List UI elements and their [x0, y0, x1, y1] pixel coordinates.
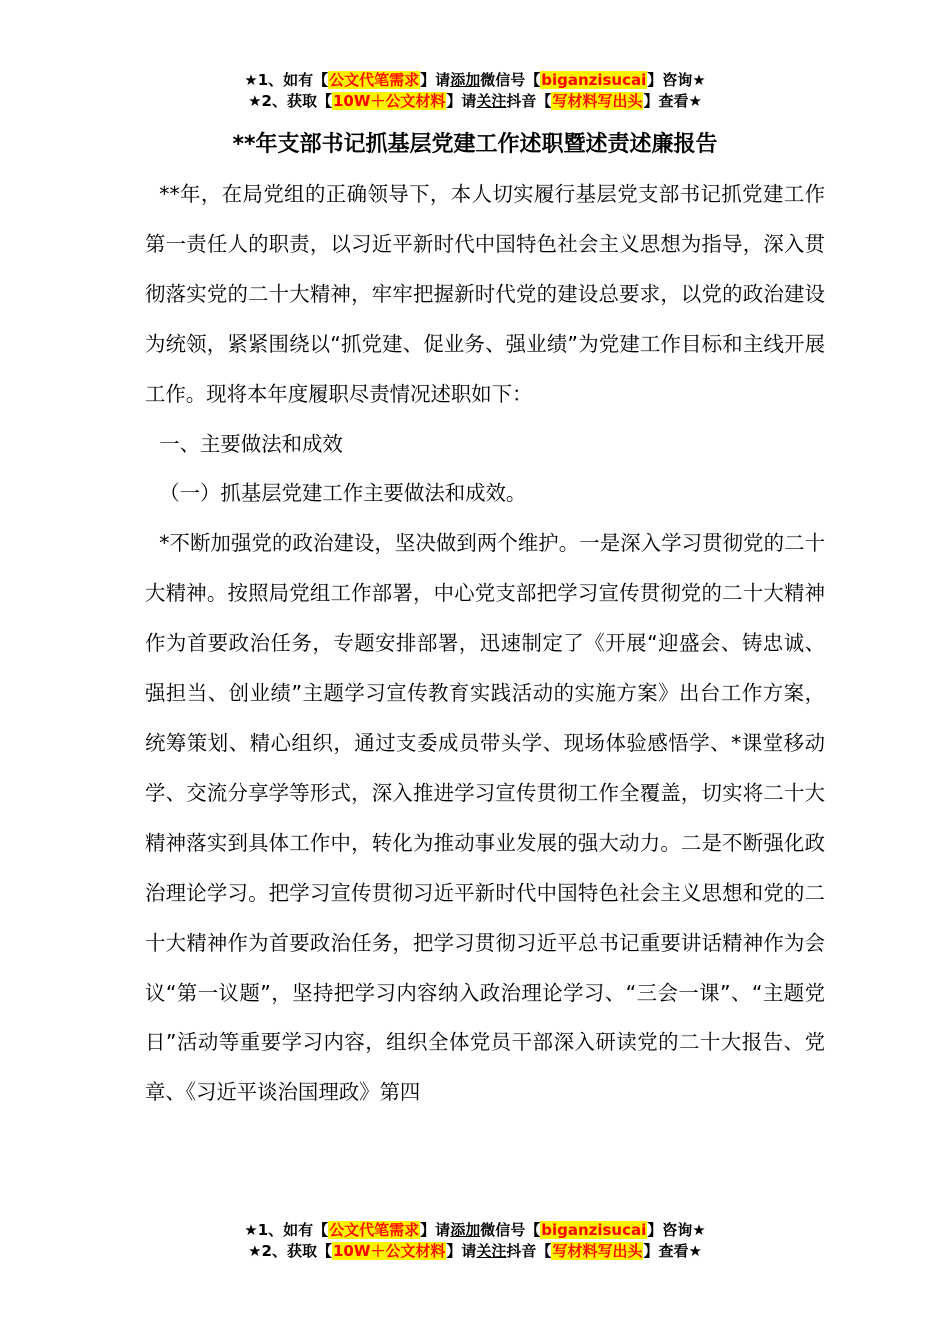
banner-line-1	[0, 70, 950, 91]
banner-text: ★1、如有【	[244, 71, 329, 89]
banner-highlight: 10W＋公文材料	[332, 1242, 446, 1260]
banner-line-2	[0, 1241, 950, 1262]
douyin-id-highlight: 写材料写出头	[552, 92, 643, 110]
banner-underlined-text: 添加	[450, 1221, 481, 1239]
banner-text: 微信号【	[480, 1221, 541, 1239]
banner-highlight: 公文代笔需求	[329, 1221, 420, 1239]
banner-text: 】查看★	[643, 92, 702, 110]
subsection-heading: （一）抓基层党建工作主要做法和成效。	[159, 481, 527, 506]
paragraph-body: *不断加强党的政治建设，坚决做到两个维护。一是深入学习贯彻党的二十大精神。按照局党组工作部署，中心党支部把学习宣传贯彻党的二十大精神作为首要政治任务，专题安排部署，迅速制定了《开展“迎盛会、铸忠诚、强担当、创业绩”主题学习宣传教育实践活动的实施方案》出台工作方案，统筹策划、精心组织，通过支委成员带头学、现场体验感悟学、*课堂移动学、交流分享学等形式，深入推进学习宣传贯彻工作全覆盖，切实将二十大精神落实到具体工作中，转化为推动事业发展的强大动力。二是不断强化政治理论学习。把学习宣传贯彻习近平新时代中国特色社会主义思想和党的二十大精神作为首要政治任务，把学习贯彻习近平总书记重要讲话精神作为会议“第一议题”，坚持把学习内容纳入政治理论学习、“三会一课”、“主题党日”活动等重要学习内容，组织全体党员干部深入研读党的二十大报告、党章、《习近平谈治国理政》第四	[145, 531, 825, 1105]
banner-text: 】请	[420, 1221, 451, 1239]
banner-text: ★2、获取【	[248, 1242, 332, 1260]
wechat-id-highlight: biganzisucai	[541, 1221, 647, 1239]
banner-text: 】咨询★	[647, 71, 706, 89]
banner-line-1	[0, 1220, 950, 1241]
banner-text: 】请	[420, 71, 451, 89]
banner-line-2	[0, 91, 950, 112]
footer-banner	[0, 1220, 950, 1262]
banner-underlined-text: 关注	[476, 92, 507, 110]
banner-text: ★1、如有【	[244, 1221, 329, 1239]
banner-text: 抖音【	[506, 92, 552, 110]
banner-underlined-text: 添加	[450, 71, 481, 89]
banner-text: 】请	[446, 92, 477, 110]
header-banner	[0, 70, 950, 112]
banner-highlight: 10W＋公文材料	[332, 92, 446, 110]
banner-highlight: 公文代笔需求	[329, 71, 420, 89]
banner-underlined-text: 关注	[476, 1242, 507, 1260]
douyin-id-highlight: 写材料写出头	[552, 1242, 643, 1260]
paragraph-intro: **年，在局党组的正确领导下，本人切实履行基层党支部书记抓党建工作第一责任人的职责，以习近平新时代中国特色社会主义思想为指导，深入贯彻落实党的二十大精神，牢牢把握新时代党的建设总要求，以党的政治建设为统领，紧紧围绕以“抓党建、促业务、强业绩”为党建工作目标和主线开展工作。现将本年度履职尽责情况述职如下：	[145, 182, 825, 406]
banner-text: 微信号【	[480, 71, 541, 89]
banner-text: 】咨询★	[647, 1221, 706, 1239]
document-title: **年支部书记抓基层党建工作述职暨述责述廉报告	[232, 132, 718, 157]
banner-text: 抖音【	[506, 1242, 552, 1260]
document-body	[145, 170, 825, 1118]
banner-text: ★2、获取【	[248, 92, 332, 110]
banner-text: 】请	[446, 1242, 477, 1260]
wechat-id-highlight: biganzisucai	[541, 71, 647, 89]
banner-text: 】查看★	[643, 1242, 702, 1260]
section-heading: 一、主要做法和成效	[159, 431, 343, 456]
